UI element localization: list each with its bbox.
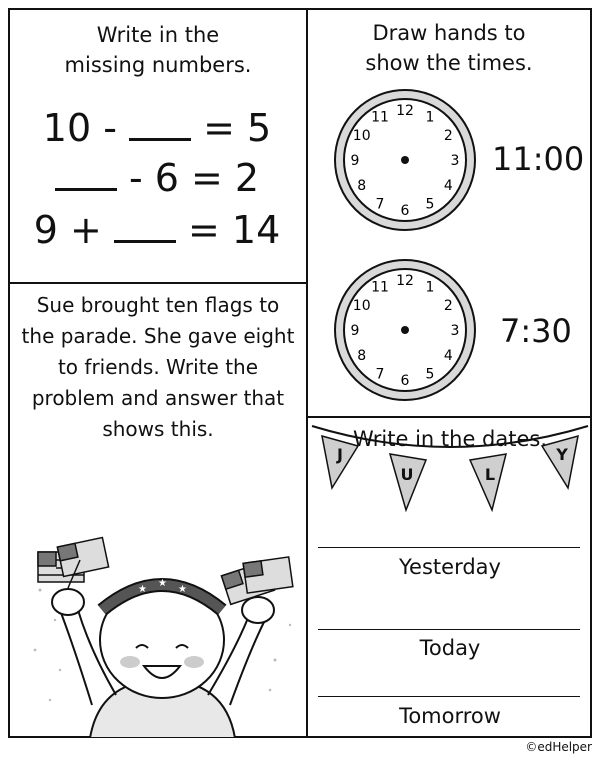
- clock-numeral: 10: [352, 128, 371, 144]
- clock-center-dot: [401, 326, 409, 334]
- time-label-1: 11:00: [492, 140, 585, 178]
- banner-letter-l: L: [484, 465, 496, 484]
- banner-letter-y: Y: [556, 445, 568, 464]
- today-label: Today: [419, 636, 481, 660]
- clock-numeral: 7: [375, 366, 385, 383]
- svg-text:★: ★: [178, 584, 187, 595]
- word-problem-text: Sue brought ten flags to the parade. She gave eight to friends. Write the problem and answer that shows this.: [21, 293, 295, 441]
- clock-center-dot: [401, 156, 409, 164]
- tomorrow-label: Tomorrow: [399, 704, 501, 728]
- yesterday-label: Yesterday: [399, 555, 501, 579]
- clock-numeral: 2: [443, 128, 453, 144]
- clock-numeral: 9: [350, 153, 360, 169]
- yesterday-line[interactable]: [318, 547, 580, 548]
- clock-numeral: 9: [350, 323, 360, 339]
- clock-numeral: 8: [357, 178, 367, 194]
- equation-1: 10 - = 5: [42, 106, 272, 150]
- svg-text:★: ★: [158, 578, 167, 589]
- answer-blank-1[interactable]: [129, 112, 191, 141]
- clock-numeral: 1: [425, 109, 435, 126]
- clock-title: Draw hands to show the times.: [365, 21, 533, 75]
- child-with-flags-illustration: [20, 530, 305, 738]
- clock-numeral: 8: [357, 348, 367, 364]
- clock-numeral: 11: [371, 279, 389, 296]
- dates-title: Write in the dates.: [352, 427, 548, 451]
- clock-numeral: 10: [352, 298, 371, 314]
- clock-numeral: 7: [375, 196, 385, 213]
- clock-numeral: 5: [425, 366, 435, 383]
- clock-numeral: 1: [425, 279, 435, 296]
- clock-numeral: 6: [400, 203, 410, 219]
- equation-3: 9 + = 14: [33, 208, 281, 252]
- clock-numeral: 3: [450, 323, 460, 339]
- copyright: ©edHelper: [525, 740, 592, 754]
- clock-face-1[interactable]: [330, 85, 480, 235]
- tomorrow-line[interactable]: [318, 696, 580, 697]
- answer-blank-2[interactable]: [55, 162, 117, 191]
- clock-numeral: 6: [400, 373, 410, 389]
- clock-numeral: 5: [425, 196, 435, 213]
- banner-letter-j: J: [337, 445, 343, 464]
- clock-numeral: 4: [443, 178, 453, 194]
- banner-letter-u: U: [400, 465, 414, 484]
- missing-numbers-title: Write in the missing numbers.: [64, 23, 252, 77]
- equation-2: - 6 = 2: [8, 156, 306, 200]
- time-label-2: 7:30: [500, 312, 572, 350]
- clock-face-2[interactable]: [330, 255, 480, 405]
- clock-numeral: 11: [371, 109, 389, 126]
- today-line[interactable]: [318, 629, 580, 630]
- clock-numeral: 12: [396, 103, 414, 119]
- clock-numeral: 3: [450, 153, 460, 169]
- clock-numeral: 12: [396, 273, 414, 289]
- answer-blank-3[interactable]: [114, 214, 176, 243]
- svg-text:★: ★: [138, 584, 147, 595]
- clock-numeral: 2: [443, 298, 453, 314]
- clock-numeral: 4: [443, 348, 453, 364]
